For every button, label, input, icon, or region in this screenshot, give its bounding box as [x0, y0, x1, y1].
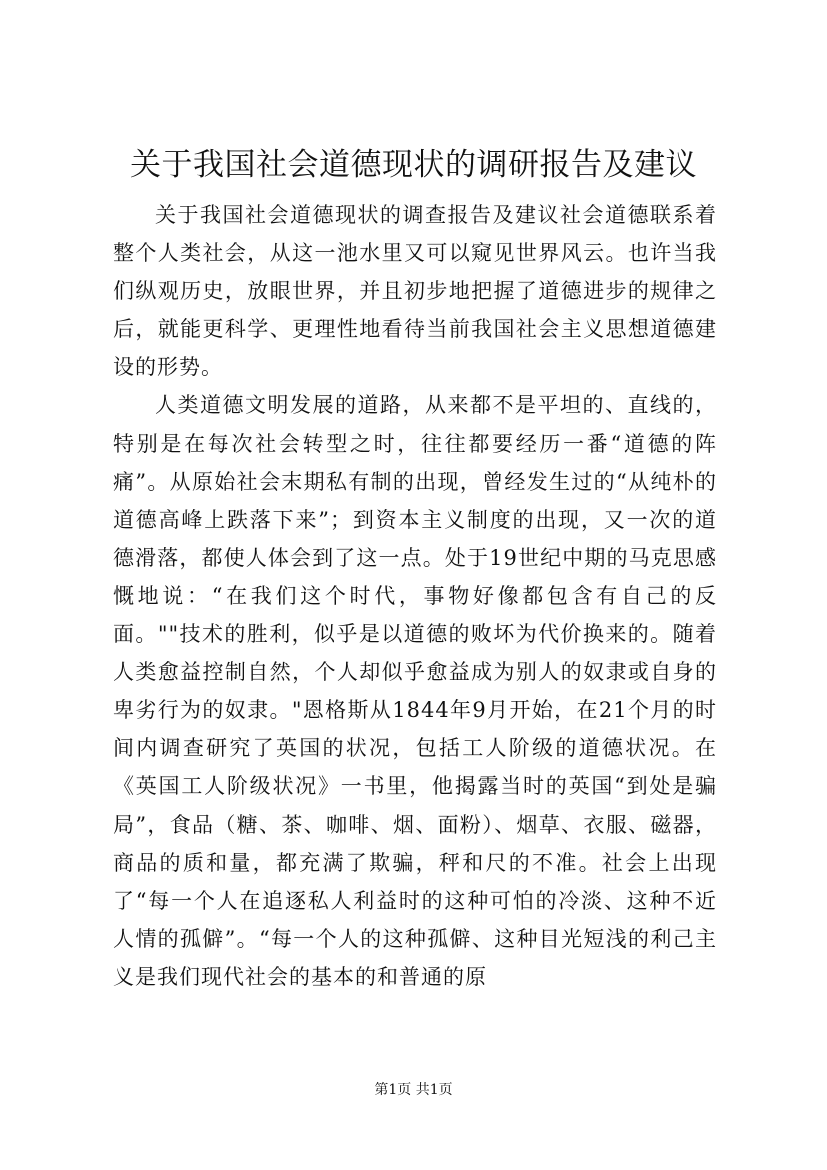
document-title: 关于我国社会道德现状的调研报告及建议 [130, 147, 697, 183]
paragraph-history: 人类道德文明发展的道路，从来都不是平坦的、直线的，特别是在每次社会转型之时，往往都要经历一番“道德的阵痛”。从原始社会末期私有制的出现，曾经发生过的“从纯朴的道德高峰上跌落下来”；到资本主义制度的出现，又一次的道德滑落，都使人体会到了这一点。处于19世纪中期的马克思感慨地说：“在我们这个时代，事物好像都包含有自己的反面。""技术的胜利，似乎是以道德的败坏为代价换来的。随着人类愈益控制自然，个人却似乎愈益成为别人的奴隶或自身的卑劣行为的奴隶。"恩格斯从1844年9月开始，在21个月的时间内调查研究了英国的状况，包括工人阶级的道德状况。在《英国工人阶级状况》一书里，他揭露当时的英国“到处是骗局”，食品（糖、茶、咖啡、烟、面粉）、烟草、衣服、磁器，商品的质和量，都充满了欺骗，秤和尺的不准。社会上出现了“每一个人在追逐私人利益时的这种可怕的冷淡、这种不近人情的孤僻”。“每一个人的这种孤僻、这种目光短浅的利己主义是我们现代社会的基本的和普通的原 [113, 393, 717, 989]
paragraph-intro: 关于我国社会道德现状的调查报告及建议社会道德联系着整个人类社会，从这一池水里又可以窥见世界风云。也许当我们纵观历史，放眼世界，并且初步地把握了道德进步的规律之后，就能更科学、更理性地看待当前我国社会主义思想道德建设的形势。 [113, 203, 717, 380]
document-body [113, 196, 717, 996]
page-footer: 第1页 共1页 [374, 1082, 453, 1098]
